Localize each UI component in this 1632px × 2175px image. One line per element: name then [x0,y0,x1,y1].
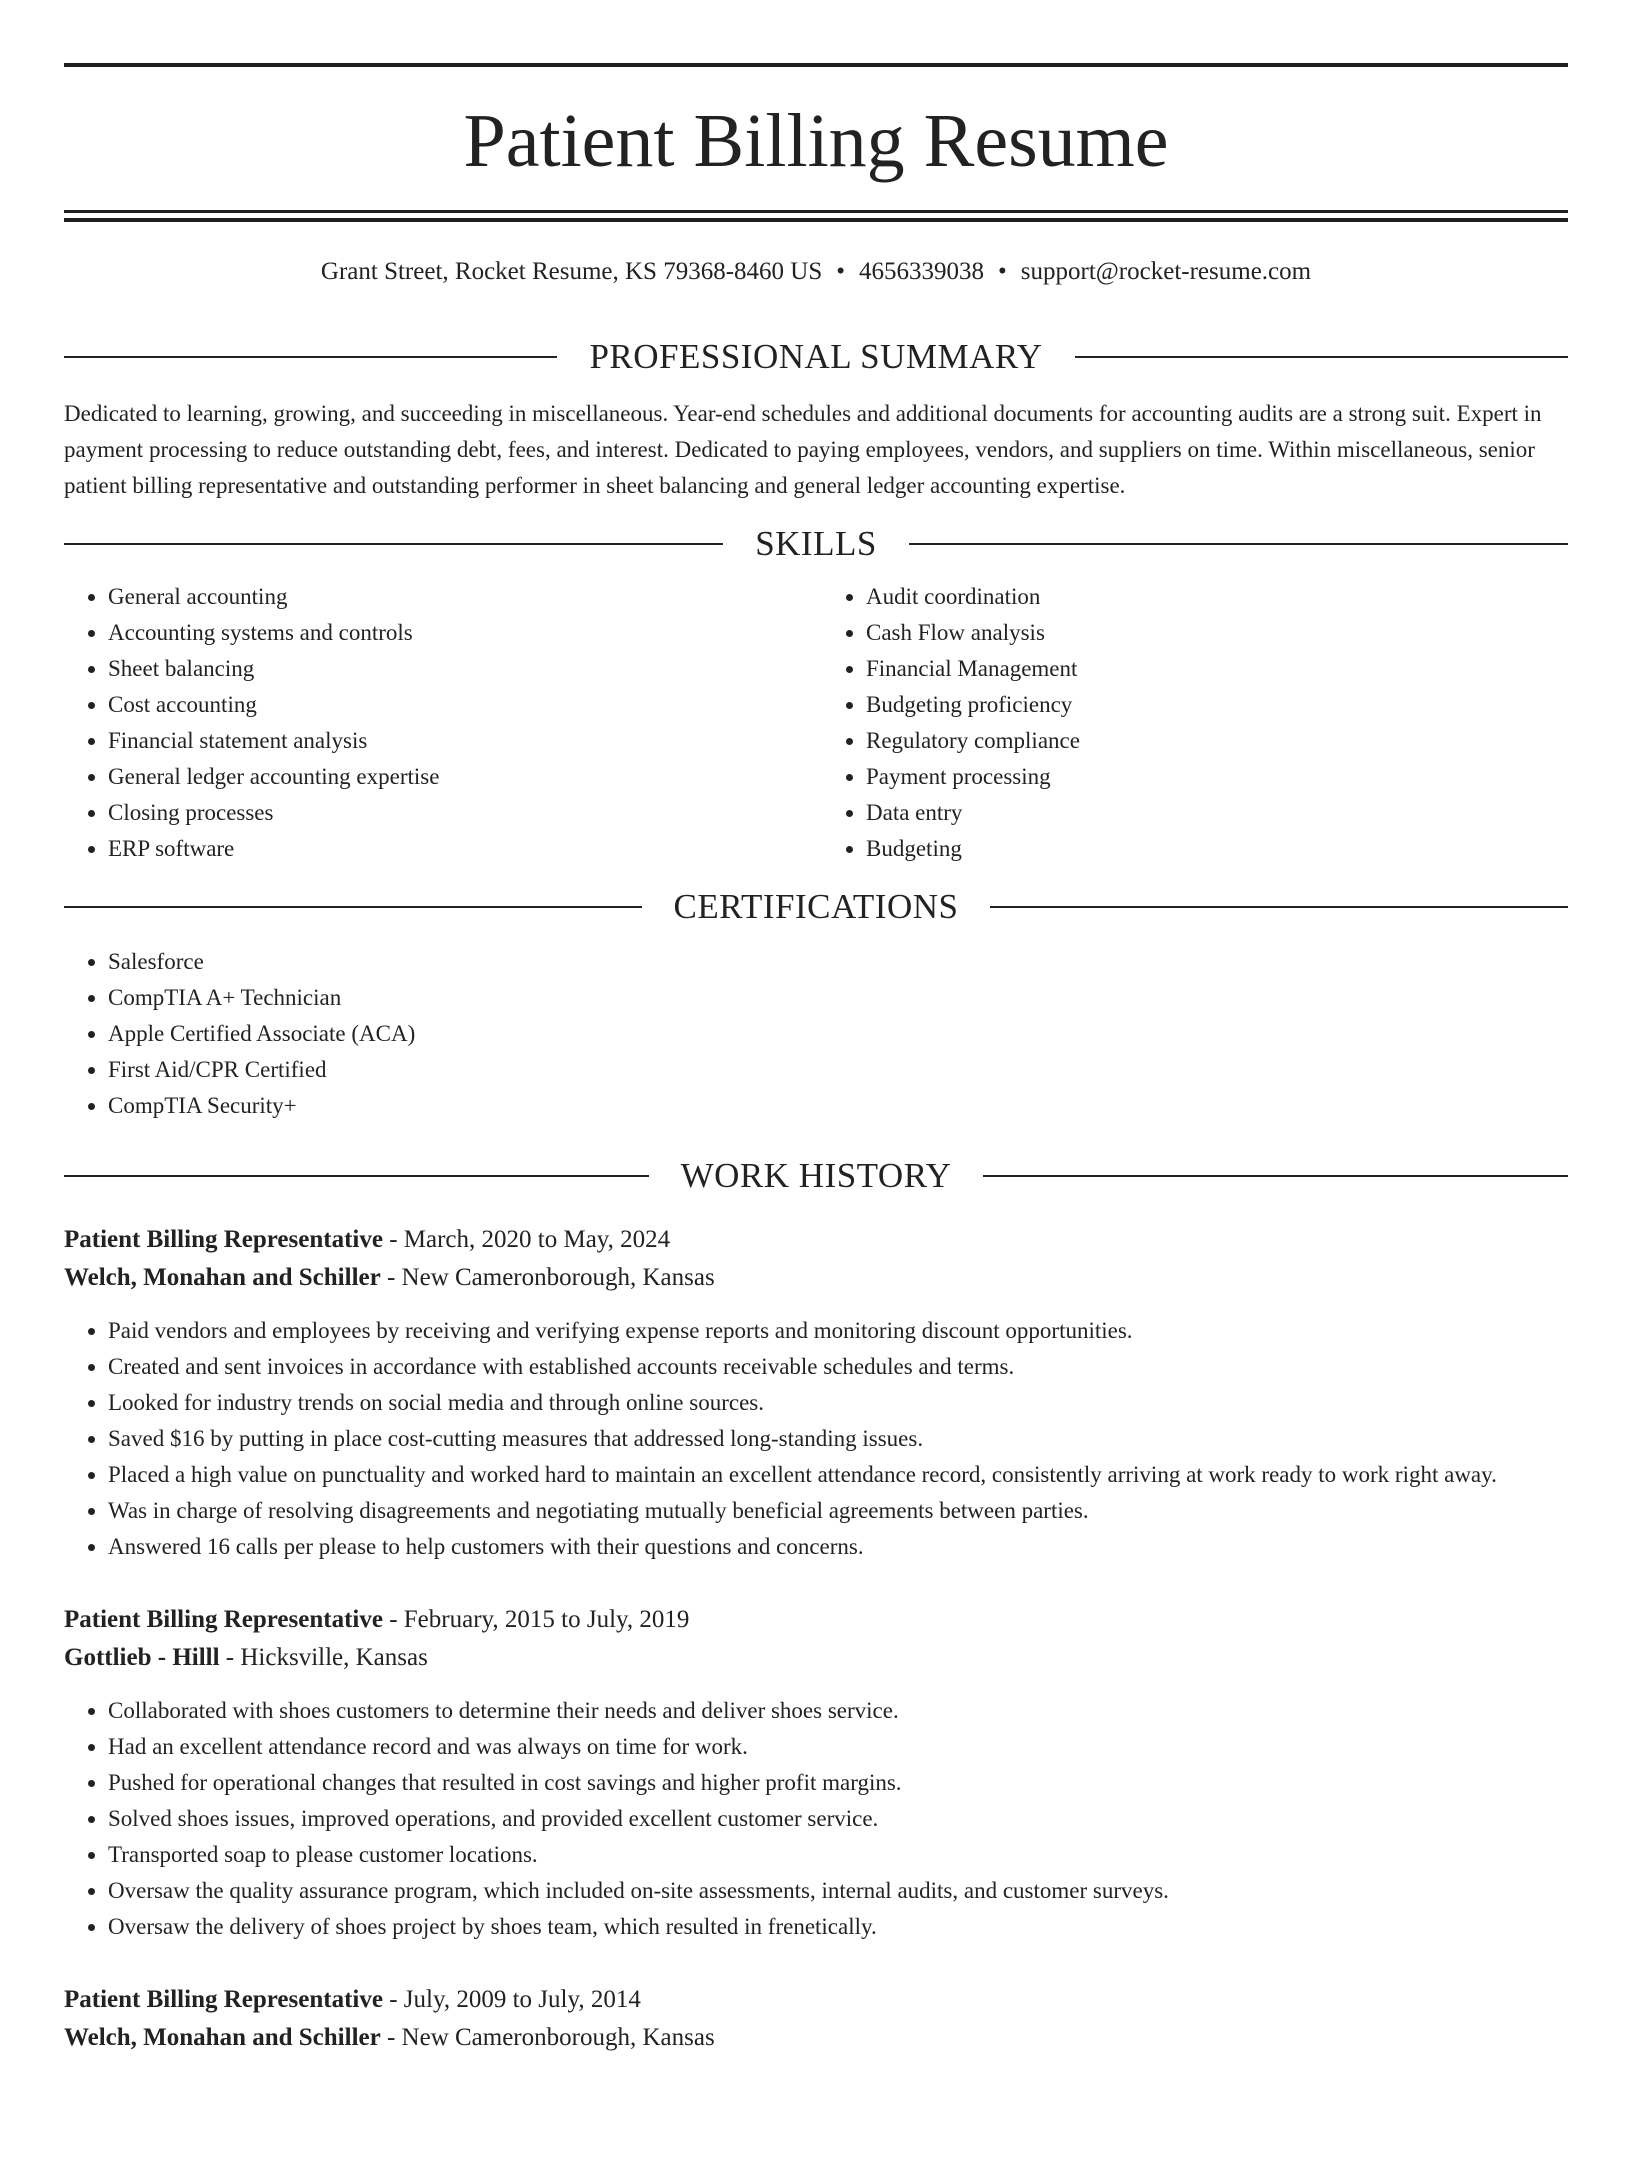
section-header-skills [64,526,1568,561]
job-company: Welch, Monahan and Schiller [64,1264,381,1291]
section-rule-left [64,1175,649,1177]
contact-email: support@rocket-resume.com [1020,258,1312,285]
job-bullet: • Created and sent invoices in accordance with established accounts receivable schedules and terms. [108,1349,1568,1385]
job-location: - Hicksville, Kansas [219,1644,428,1671]
skill-item: • General accounting [108,579,810,615]
skill-item: • Regulatory compliance [866,723,1568,759]
job-company-line [64,1259,1568,1297]
job-bullet: • Oversaw the quality assurance program, which included on-site assessments, internal audits, and customer surveys. [108,1873,1568,1909]
job-bullets [64,1693,1568,1945]
job-dates: - March, 2020 to May, 2024 [382,1226,671,1253]
section-rule-right [990,906,1568,908]
section-rule-right [909,543,1568,545]
job-bullet: • Had an excellent attendance record and was always on time for work. [108,1729,1568,1765]
contact-separator: • [836,258,846,285]
job-company: Welch, Monahan and Schiller [64,2024,381,2051]
summary-text: Dedicated to learning, growing, and succeeding in miscellaneous. Year-end schedules and additional documents for accounting audits are a strong suit. Expert in payment processing to reduce outstanding debt, fees, and interest. Dedicated to paying employees, vendors, and suppliers on time. Within miscellaneous, senior patient billing representative and outstanding performer in sheet balancing and general ledger accounting expertise. [64,401,1542,498]
job-location: - New Cameronborough, Kansas [380,1264,715,1291]
job-company-line [64,2019,1568,2057]
job-bullets [64,1313,1568,1565]
skill-item: • Data entry [866,795,1568,831]
contact-phone: 4656339038 [859,258,985,285]
job-bullet: • Paid vendors and employees by receiving and verifying expense reports and monitoring discount opportunities. [108,1313,1568,1349]
job-bullet: • Placed a high value on punctuality and worked hard to maintain an excellent attendance record, consistently arriving at work ready to work right away. [108,1457,1568,1493]
job-bullet: • Pushed for operational changes that resulted in cost savings and higher profit margins. [108,1765,1568,1801]
job-role: Patient Billing Representative [64,1606,383,1633]
skill-item: • Sheet balancing [108,651,810,687]
resume-page [0,63,1632,2175]
skills-list-right [810,579,1568,867]
section-header-certifications [64,889,1568,924]
job-company: Gottlieb - Hilll [64,1644,220,1671]
job-company-line [64,1639,1568,1677]
double-rule [64,210,1568,222]
section-title-work: WORK HISTORY [680,1156,952,1195]
section-title-summary: PROFESSIONAL SUMMARY [589,337,1043,376]
job-dates: - February, 2015 to July, 2019 [382,1606,690,1633]
job-bullet: • Answered 16 calls per please to help customers with their questions and concerns. [108,1529,1568,1565]
section-rule-left [64,356,557,358]
job-role-line [64,1981,1568,2019]
skill-item: • Payment processing [866,759,1568,795]
resume-title: Patient Billing Resume [463,99,1169,183]
certification-item: • Salesforce [108,944,1568,980]
section-rule-left [64,543,723,545]
section-rule-left [64,906,642,908]
skill-item: • Accounting systems and controls [108,615,810,651]
section-title-skills: SKILLS [755,524,877,563]
certification-item: • CompTIA A+ Technician [108,980,1568,1016]
job-dates: - July, 2009 to July, 2014 [382,1986,641,2013]
work-history-list [64,1221,1568,2057]
skill-item: • Closing processes [108,795,810,831]
job-role: Patient Billing Representative [64,1226,383,1253]
skill-item: • Budgeting proficiency [866,687,1568,723]
job-bullet: • Looked for industry trends on social media and through online sources. [108,1385,1568,1421]
section-title-certifications: CERTIFICATIONS [673,887,959,926]
job-bullet: • Solved shoes issues, improved operations, and provided excellent customer service. [108,1801,1568,1837]
section-header-work [64,1158,1568,1193]
skill-item: • Budgeting [866,831,1568,867]
contact-separator: • [998,258,1007,285]
job-entry [64,1601,1568,1945]
job-bullet: • Collaborated with shoes customers to determine their needs and deliver shoes service. [108,1693,1568,1729]
job-role-line [64,1221,1568,1259]
job-bullet: • Transported soap to please customer locations. [108,1837,1568,1873]
job-bullet: • Was in charge of resolving disagreements and negotiating mutually beneficial agreements between parties. [108,1493,1568,1529]
skills-columns [64,579,1568,867]
job-entry [64,1981,1568,2057]
skill-item: • Cost accounting [108,687,810,723]
skill-item: • Audit coordination [866,579,1568,615]
job-entry [64,1221,1568,1565]
certifications-list [64,944,1568,1124]
certification-item: • First Aid/CPR Certified [108,1052,1568,1088]
skills-list-left [64,579,810,867]
skill-item: • General ledger accounting expertise [108,759,810,795]
skill-item: • Financial statement analysis [108,723,810,759]
job-location: - New Cameronborough, Kansas [380,2024,715,2051]
job-role: Patient Billing Representative [64,1986,383,2013]
certification-item: • Apple Certified Associate (ACA) [108,1016,1568,1052]
job-bullet: • Oversaw the delivery of shoes project by shoes team, which resulted in frenetically. [108,1909,1568,1945]
section-rule-right [983,1175,1568,1177]
skill-item: • ERP software [108,831,810,867]
job-bullet: • Saved $16 by putting in place cost-cutting measures that addressed long-standing issues. [108,1421,1568,1457]
skill-item: • Cash Flow analysis [866,615,1568,651]
certification-item: • CompTIA Security+ [108,1088,1568,1124]
section-header-summary [64,339,1568,374]
contact-address: Grant Street, Rocket Resume, KS 79368-8460 US [320,258,823,285]
section-rule-right [1075,356,1568,358]
job-role-line [64,1601,1568,1639]
skill-item: • Financial Management [866,651,1568,687]
contact-line [64,259,1568,297]
